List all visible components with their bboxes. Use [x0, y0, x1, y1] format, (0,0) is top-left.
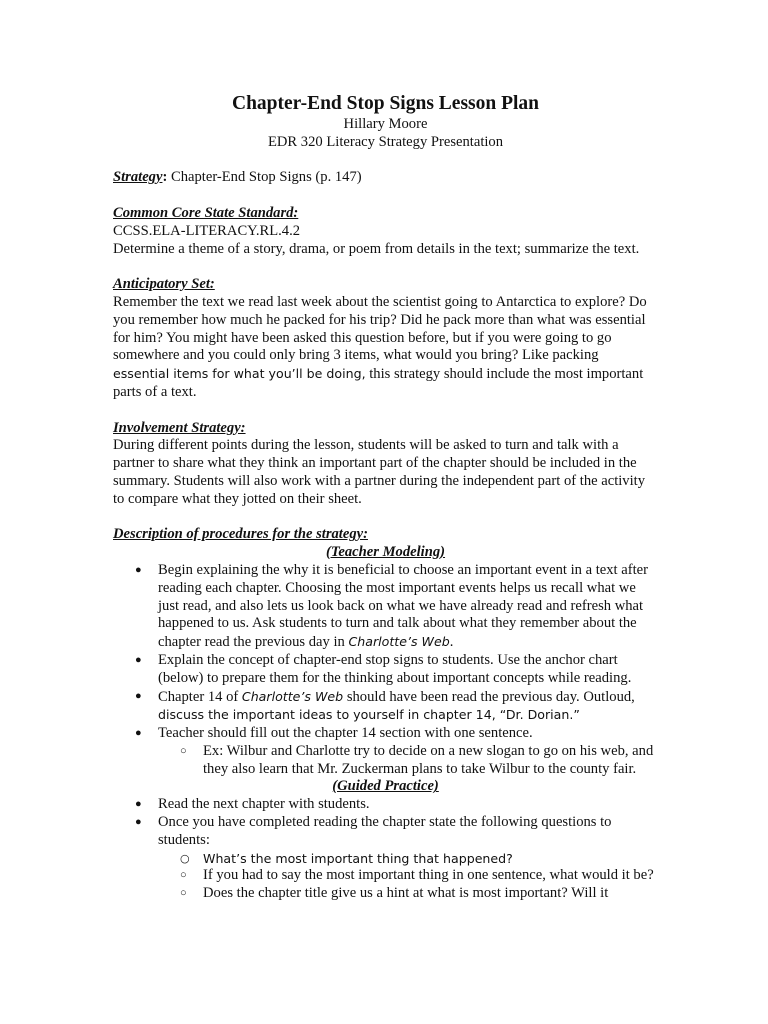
strategy-colon: : [162, 169, 168, 186]
strategy-label: Strategy [113, 169, 163, 186]
involvement-heading: Involvement Strategy: [113, 419, 246, 436]
list-item: ● Teacher should fill out the chapter 14 section with one sentence. ○ Ex: Wilbur and Charlotte try to decide on a new slogan to go on his web, and they also learn that Mr. Zuckerman plans to take Wilbur to the county fair. [113, 725, 658, 778]
sub-list-item: ○ What’s the most important thing that happened? [113, 850, 658, 868]
course-name: EDR 320 Literacy Strategy Presentation [267, 133, 504, 150]
sub-list [113, 743, 658, 779]
author-name: Hillary Moore [343, 116, 428, 132]
document-title: Chapter-End Stop Signs Lesson Plan [231, 93, 540, 114]
standard-text: Determine a theme of a story, drama, or poem from details in the text; summarize the text. [113, 240, 640, 257]
guided-practice-label: (Guided Practice) [332, 778, 439, 795]
anticipatory-paragraph: Remember the text we read last week about the scientist going to Antarctica to explore? Do you remember how much he packed for his trip? Did he pack more than what was essential for him? You might have been asked this question before, but if you were going to go somewhere and you could only bring 3 items, what would you bring? Like packing essential items for what you’ll be doing, this strategy should include the most important parts of a text. [113, 293, 647, 400]
teacher-modeling-list [113, 562, 658, 779]
teacher-modeling-label: (Teacher Modeling) [325, 544, 446, 561]
sub-list-item: ○ If you had to say the most important thing in one sentence, what would it be? [113, 867, 658, 885]
sub-list-item: ○ Does the chapter title give us a hint at what is most important? Will it [113, 885, 658, 903]
anticipatory-heading: Anticipatory Set: [113, 276, 215, 293]
standard-code: CCSS.ELA-LITERACY.RL.4.2 [113, 222, 301, 239]
sub-list-item: ○ Ex: Wilbur and Charlotte try to decide on a new slogan to go on his web, and they also learn that Mr. Zuckerman plans to take Wilbur to the county fair. [113, 743, 658, 779]
involvement-paragraph: During different points during the lesson, students will be asked to turn and talk with a partner to share what they think an important part of the chapter should be included in the summary. Students will also work with a partner during the independent part of the activity to compare what they jotted on their sheet. [113, 437, 646, 507]
list-item: ● Chapter 14 of Charlotte’s Web should have been read the previous day. Outloud, discuss the important ideas to yourself in chapter 14, “Dr. Dorian.” [113, 688, 658, 726]
strategy-text: Chapter-End Stop Signs (p. 147) [167, 169, 362, 186]
list-item: ● Begin explaining the why it is beneficial to choose an important event in a text after reading each chapter. Choosing the most important events helps us recall what we just read, and also lets us look back on what we have already read and refresh what happened to us. Ask students to turn and talk about what they remember about the chapter read the previous day in Charlotte’s Web. [113, 562, 658, 652]
guided-practice-list [113, 796, 658, 903]
list-item: ● Read the next chapter with students. [113, 796, 658, 814]
list-item: ● Once you have completed reading the chapter state the following questions to students: ○ What’s the most important thing that happened? ○ If you had to say the most important thing in one sentence, what would it be? ○ Does the chapter title give us a hint at what is most important? Will it [113, 814, 658, 903]
strategy-line [113, 169, 658, 187]
list-item: ● Explain the concept of chapter-end stop signs to students. Use the anchor chart (below) to prepare them for the thinking about important concepts while reading. [113, 652, 658, 688]
sub-list [113, 850, 658, 903]
procedures-heading: Description of procedures for the strategy: [113, 526, 368, 543]
standard-heading: Common Core State Standard: [113, 204, 299, 221]
